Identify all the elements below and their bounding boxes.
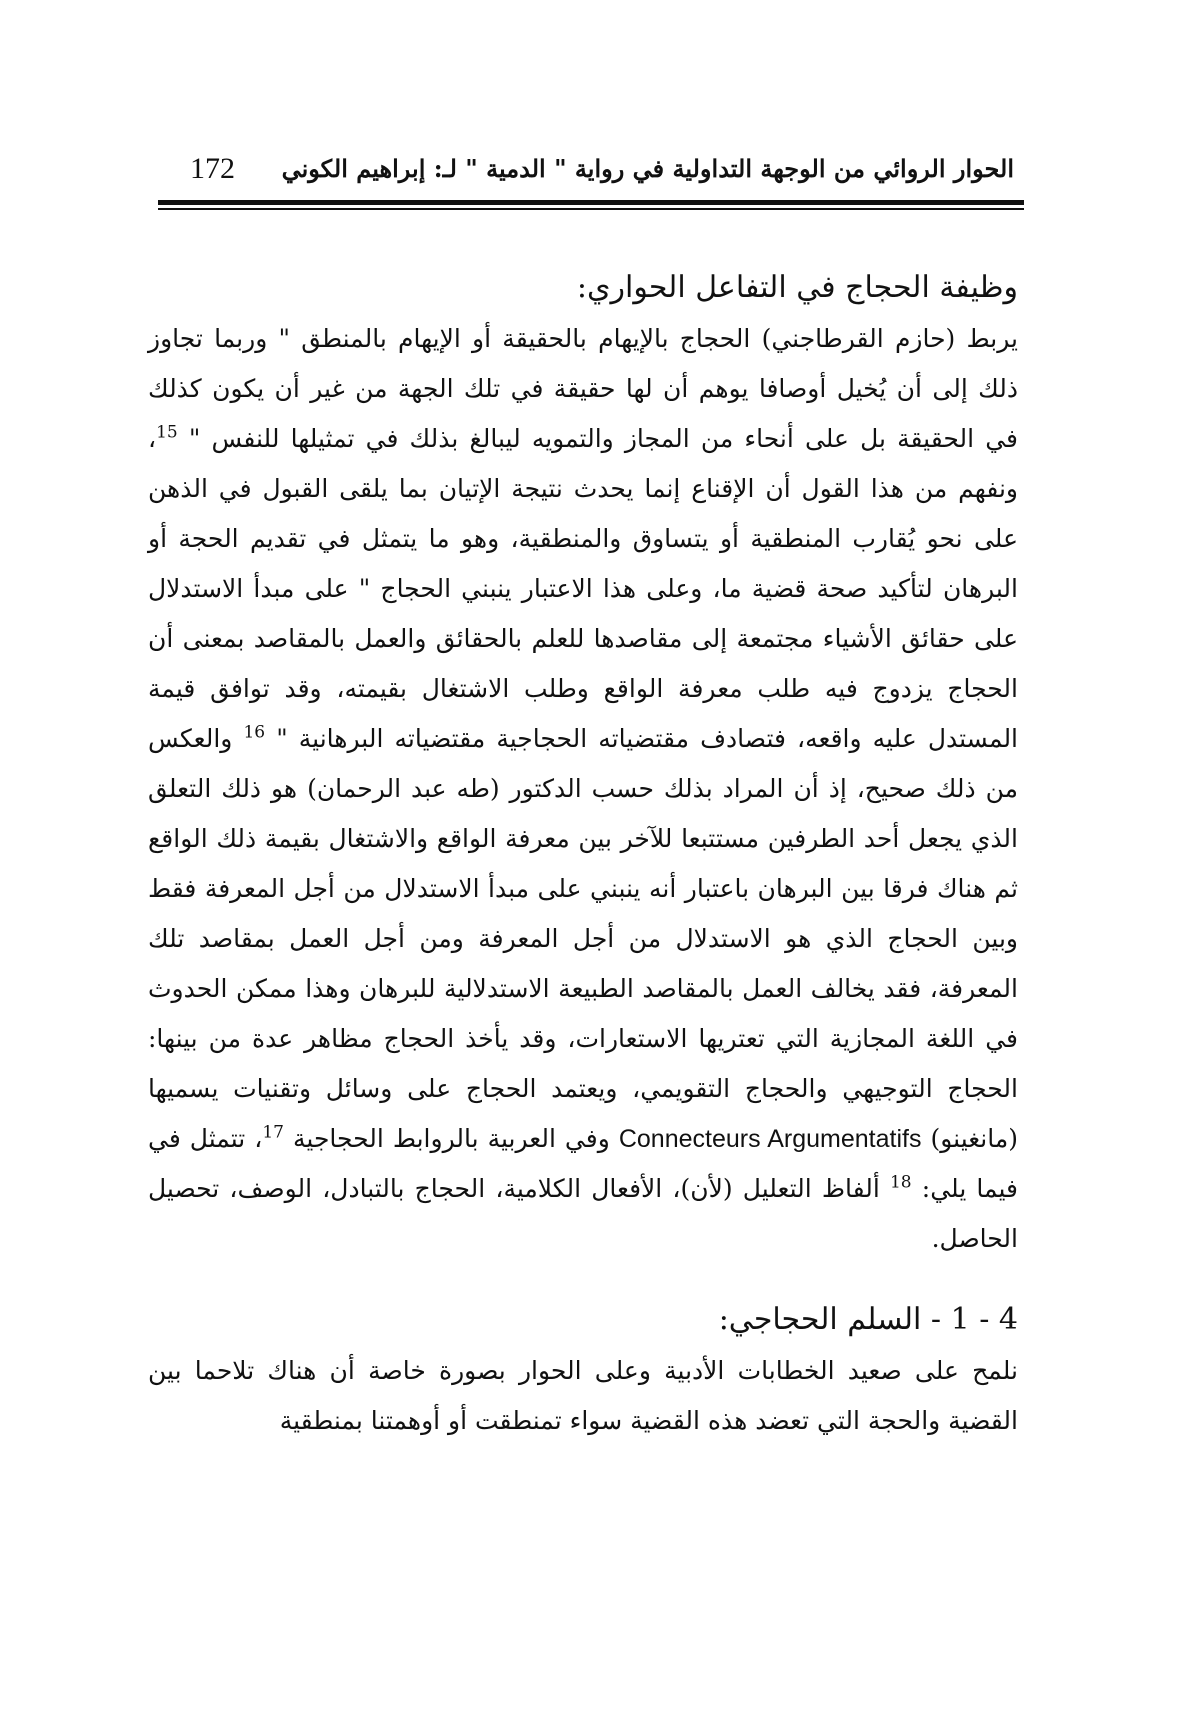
text-run: يربط (حازم القرطاجني) الحجاج بالإيهام بالحقيقة أو الإيهام بالمنطق " وربما تجاوز ذلك إلى أن يُخيل أوصافا يوهم أن لها حقيقة في تلك الجهة من غير أن يكون كذلك في الحقيقة بل على أنحاء من المجاز والتمويه ليبالغ بذلك في تمثيلها للنفس "	[148, 324, 1018, 453]
footnote-ref-18[interactable]: 18	[889, 1172, 912, 1193]
body-content	[148, 262, 1018, 1446]
paragraph-argumentation	[148, 314, 1018, 1264]
running-header	[160, 150, 1022, 196]
text-run: ألفاظ التعليل (لأن)، الأفعال الكلامية، الحجاج بالتبادل، الوصف، تحصيل الحاصل.	[148, 1174, 1018, 1253]
latin-term: Connecteurs Argumentatifs	[618, 1125, 922, 1153]
page-number: 172	[190, 152, 235, 185]
section-heading-argumentation-function: وظيفة الحجاج في التفاعل الحواري:	[576, 270, 1018, 305]
section-gap	[148, 1264, 1018, 1294]
section-heading-argumentative-scale: 4 - 1 - السلم الحجاجي:	[718, 1302, 1018, 1337]
header-rule-thick	[158, 200, 1024, 205]
text-run: والعكس من ذلك صحيح، إذ أن المراد بذلك حسب الدكتور (طه عبد الرحمان) هو ذلك التعلق الذي يجعل أحد الطرفين مستتبعا للآخر بين معرفة الواقع والاشتغال بقيمة ذلك الواقع ثم هناك فرقا بين البرهان باعتبار أنه ينبني على مبدأ الاستدلال من أجل المعرفة فقط وبين الحجاج الذي هو الاستدلال من أجل المعرفة ومن أجل العمل بمقاصد تلك المعرفة، فقد يخالف العمل بالمقاصد الطبيعة الاستدلالية للبرهان وهذا ممكن الحدوث في اللغة المجازية التي تعتريها الاستعارات، وقد يأخذ الحجاج مظاهر عدة من بينها: الحجاج التوجيهي والحجاج التقويمي، ويعتمد الحجاج على وسائل وتقنيات يسميها (مانغينو)	[148, 724, 1019, 1153]
footnote-ref-15[interactable]: 15	[156, 422, 178, 443]
footnote-ref-17[interactable]: 17	[262, 1122, 284, 1143]
header-rule-thin	[158, 208, 1024, 210]
text-run: ، ونفهم من هذا القول أن الإقناع إنما يحدث نتيجة الإتيان بما يلقى القبول في الذهن على نحو يُقارب المنطقية أو يتساوق والمنطقية، وهو ما يتمثل في تقديم الحجة أو البرهان لتأكيد صحة قضية ما، وعلى هذا الاعتبار ينبني الحجاج " على مبدأ الاستدلال على حقائق الأشياء مجتمعة إلى مقاصدها للعلم بالحقائق والعمل بالمقاصد بمعنى أن الحجاج يزدوج فيه طلب معرفة الواقع وطلب الاشتغال بقيمته، وقد توافق قيمة المستدل عليه واقعه، فتصادف مقتضياته الحجاجية مقتضياته البرهانية "	[148, 424, 1019, 753]
text-run: وفي العربية بالروابط الحجاجية	[293, 1124, 610, 1153]
paragraph-argumentative-scale: نلمح على صعيد الخطابات الأدبية وعلى الحوار بصورة خاصة أن هناك تلاحما بين القضية والحجة التي تعضد هذه القضية سواء تمنطقت أو أوهمتنا بمنطقية	[148, 1356, 1018, 1435]
header-title: الحوار الروائي من الوجهة التداولية في رواية " الدمية " لـ: إبراهيم الكوني	[281, 154, 1014, 183]
text-run: ، تتمثل في فيما يلي:	[148, 1124, 1019, 1203]
footnote-ref-16[interactable]: 16	[243, 722, 266, 743]
